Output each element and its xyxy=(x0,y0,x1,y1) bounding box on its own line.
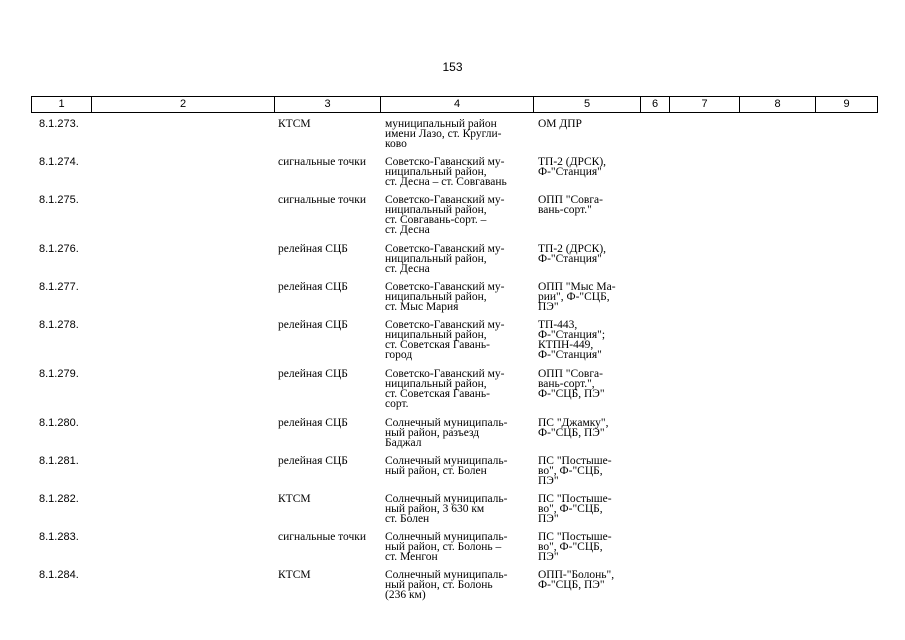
power-source: ОПП "Совга- вань-сорт." xyxy=(538,194,603,216)
object-type: релейная СЦБ xyxy=(278,368,348,380)
table-row xyxy=(31,532,877,570)
object-type: релейная СЦБ xyxy=(278,243,348,255)
object-type: КТСМ xyxy=(278,118,311,130)
table-row xyxy=(31,157,877,195)
object-type: сигнальные точки xyxy=(278,194,367,206)
column-header: 1 xyxy=(32,97,92,113)
column-header: 2 xyxy=(92,97,275,113)
row-number: 8.1.283. xyxy=(39,531,79,543)
column-header-row xyxy=(32,97,878,113)
object-location: Солнечный муниципаль- ный район, разъезд Баджал xyxy=(385,417,508,449)
row-number: 8.1.282. xyxy=(39,493,79,505)
row-number: 8.1.281. xyxy=(39,455,79,467)
object-type: релейная СЦБ xyxy=(278,455,348,467)
object-location: муниципальный район имени Лазо, ст. Кругли- ково xyxy=(385,118,502,150)
table-row xyxy=(31,282,877,320)
object-location: Советско-Гаванский му- ниципальный район, ст. Совгавань-сорт. – ст. Десна xyxy=(385,194,505,236)
table-row xyxy=(31,418,877,456)
row-number: 8.1.274. xyxy=(39,156,79,168)
column-header: 3 xyxy=(275,97,381,113)
table-row xyxy=(31,494,877,532)
page-number: 153 xyxy=(442,60,463,74)
table-body xyxy=(31,119,877,608)
column-header: 9 xyxy=(816,97,878,113)
object-type: релейная СЦБ xyxy=(278,417,348,429)
object-location: Советско-Гаванский му- ниципальный район, ст. Советская Гавань- город xyxy=(385,319,505,361)
row-number: 8.1.273. xyxy=(39,118,79,130)
row-number: 8.1.279. xyxy=(39,368,79,380)
power-source: ПС "Постыше- во", Ф-"СЦБ, ПЭ" xyxy=(538,531,612,563)
table-row xyxy=(31,195,877,244)
table-row xyxy=(31,369,877,418)
power-source: ОПП "Мыс Ма- рии", Ф-"СЦБ, ПЭ" xyxy=(538,281,616,313)
row-number: 8.1.277. xyxy=(39,281,79,293)
object-location: Советско-Гаванский му- ниципальный район, ст. Мыс Мария xyxy=(385,281,505,313)
column-header-table xyxy=(31,96,878,113)
object-location: Советско-Гаванский му- ниципальный район, ст. Десна xyxy=(385,243,505,275)
object-location: Солнечный муниципаль- ный район, 3 630 км ст. Болен xyxy=(385,493,508,525)
table-row xyxy=(31,456,877,494)
row-number: 8.1.276. xyxy=(39,243,79,255)
power-source: ОПП-"Болонь", Ф-"СЦБ, ПЭ" xyxy=(538,569,615,591)
column-header: 6 xyxy=(641,97,670,113)
object-type: КТСМ xyxy=(278,569,311,581)
column-header: 7 xyxy=(670,97,740,113)
column-header: 5 xyxy=(534,97,641,113)
power-source: ПС "Постыше- во", Ф-"СЦБ, ПЭ" xyxy=(538,455,612,487)
object-type: КТСМ xyxy=(278,493,311,505)
object-location: Солнечный муниципаль- ный район, ст. Болен xyxy=(385,455,508,477)
column-header: 8 xyxy=(740,97,816,113)
power-source: ПС "Джамку", Ф-"СЦБ, ПЭ" xyxy=(538,417,609,439)
table-row xyxy=(31,320,877,369)
power-source: ПС "Постыше- во", Ф-"СЦБ, ПЭ" xyxy=(538,493,612,525)
row-number: 8.1.275. xyxy=(39,194,79,206)
row-number: 8.1.278. xyxy=(39,319,79,331)
power-source: ОПП "Совга- вань-сорт.", Ф-"СЦБ, ПЭ" xyxy=(538,368,605,400)
table-row xyxy=(31,119,877,157)
object-location: Солнечный муниципаль- ный район, ст. Болонь (236 км) xyxy=(385,569,508,601)
object-type: релейная СЦБ xyxy=(278,319,348,331)
object-location: Солнечный муниципаль- ный район, ст. Болонь – ст. Менгон xyxy=(385,531,508,563)
power-source: ТП-2 (ДРСК), Ф-"Станция" xyxy=(538,243,607,265)
power-source: ТП-443, Ф-"Станция"; КТПН-449, Ф-"Станция" xyxy=(538,319,606,361)
row-number: 8.1.284. xyxy=(39,569,79,581)
row-number: 8.1.280. xyxy=(39,417,79,429)
object-location: Советско-Гаванский му- ниципальный район, ст. Десна – ст. Совгавань xyxy=(385,156,507,188)
object-type: сигнальные точки xyxy=(278,156,367,168)
power-source: ТП-2 (ДРСК), Ф-"Станция" xyxy=(538,156,607,178)
object-location: Советско-Гаванский му- ниципальный район, ст. Советская Гавань- сорт. xyxy=(385,368,505,410)
object-type: сигнальные точки xyxy=(278,531,367,543)
table-row xyxy=(31,244,877,282)
column-header: 4 xyxy=(381,97,534,113)
power-source: ОМ ДПР xyxy=(538,118,582,130)
object-type: релейная СЦБ xyxy=(278,281,348,293)
table-row xyxy=(31,570,877,608)
